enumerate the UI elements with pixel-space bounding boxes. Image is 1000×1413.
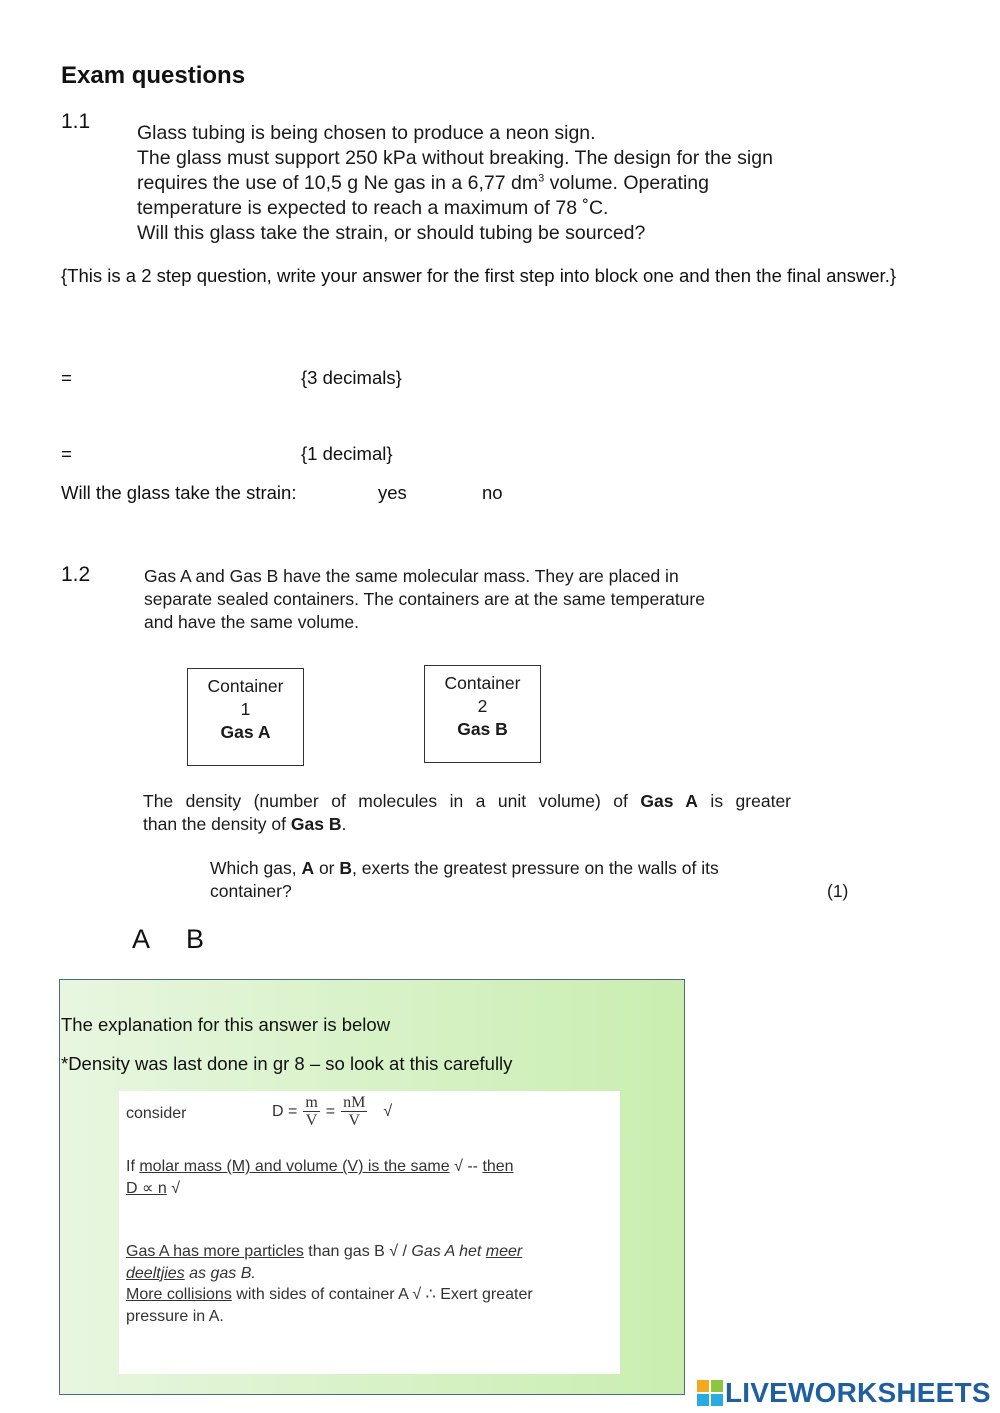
step1-answer-field[interactable] (80, 358, 290, 394)
page-title: Exam questions (61, 62, 246, 89)
liveworksheets-logo (697, 1376, 991, 1410)
q1-line-4: temperature is expected to reach a maximum of 78 ˚C. (137, 197, 609, 219)
tick-mark: √ (383, 1102, 393, 1120)
fraction-nm-over-v: $\frac{nM}{V}$ (343, 1094, 366, 1129)
step1-equals: = (61, 367, 72, 388)
container-2-number: 2 (477, 696, 488, 716)
density-formula (272, 1094, 392, 1129)
container-2-gas: Gas B (457, 719, 508, 739)
step2-hint: {1 decimal} (301, 443, 393, 464)
explanation-conclusion (126, 1241, 533, 1327)
strain-question-label: Will the glass take the strain: (61, 482, 297, 503)
marks-label: (1) (827, 881, 849, 901)
explanation-heading: The explanation for this answer is below (61, 1014, 391, 1035)
step2-equals: = (61, 443, 72, 464)
density-line-1: The density (number of molecules in a unit volume) of Gas A is greater (143, 791, 792, 811)
q1-line-2: The glass must support 250 kPa without breaking. The design for the sign (137, 147, 773, 169)
explanation-note: *Density was last done in gr 8 – so look at this carefully (61, 1053, 513, 1074)
q1-line-3: requires the use of 10,5 g Ne gas in a 6,77 $dm^3$ volume. Operating (137, 172, 709, 194)
option-yes[interactable]: yes (378, 482, 407, 503)
q1-instruction: {This is a 2 step question, write your answer for the first step into block one and then the final answer.} (61, 265, 897, 286)
question-number-1-2: 1.2 (61, 563, 91, 586)
container-1-label: Container (207, 676, 284, 696)
logo-text: LIVEWORKSHEETS (725, 1377, 991, 1408)
q2-intro-line-1: Gas A and Gas B have the same molecular mass. They are placed in (144, 566, 679, 586)
step1-hint: {3 decimals} (301, 367, 402, 388)
q2-intro-line-3: and have the same volume. (144, 612, 359, 632)
explanation-answer-image (119, 1091, 620, 1374)
container-1-gas: Gas A (220, 722, 271, 742)
question-number-1-1: 1.1 (61, 110, 91, 133)
container-2-label: Container (444, 673, 521, 693)
which-gas-line-2: container? (210, 881, 292, 901)
proportional-line: D ∝ n √ (126, 1180, 181, 1197)
q1-line-5: Will this glass take the strain, or should tubing be sourced? (137, 222, 646, 244)
answer-option-b[interactable]: B (186, 924, 205, 954)
question-1-2-intro (144, 565, 792, 634)
explanation-molar-mass (126, 1156, 514, 1200)
formula-d: D = (272, 1102, 298, 1120)
answer-option-a[interactable]: A (132, 924, 151, 954)
q2-intro-line-2: separate sealed containers. The containers are at the same temperature (144, 589, 705, 609)
step2-answer-field[interactable] (80, 434, 290, 470)
container-2-box (424, 665, 541, 763)
question-1-1-text (137, 121, 773, 246)
liveworksheets-logo-icon (697, 1380, 723, 1406)
consider-label: consider (126, 1105, 187, 1122)
q1-line-1: Glass tubing is being chosen to produce a neon sign. (137, 122, 596, 144)
container-1-number: 1 (240, 699, 251, 719)
which-gas-line-1: Which gas, A or B, exerts the greatest pressure on the walls of its (210, 858, 719, 878)
particles-line: Gas A has more particles than gas B √ / Gas A het meer (126, 1243, 523, 1260)
which-gas-question (210, 857, 791, 903)
density-line-2: than the density of Gas B. (143, 814, 347, 834)
collisions-line: More collisions with sides of container A √ ∴ Exert greater (126, 1286, 533, 1303)
formula-equals: = (325, 1102, 336, 1120)
container-1-box (187, 668, 304, 766)
density-statement (143, 790, 791, 836)
deeltjies-line: deeltjies as gas B. (126, 1264, 256, 1282)
fraction-m-over-v: $\frac{m}{V}$ (305, 1094, 318, 1129)
pressure-line: pressure in A. (126, 1307, 224, 1325)
molar-mass-line: If molar mass (M) and volume (V) is the same √ -- then (126, 1158, 514, 1175)
option-no[interactable]: no (482, 482, 503, 503)
